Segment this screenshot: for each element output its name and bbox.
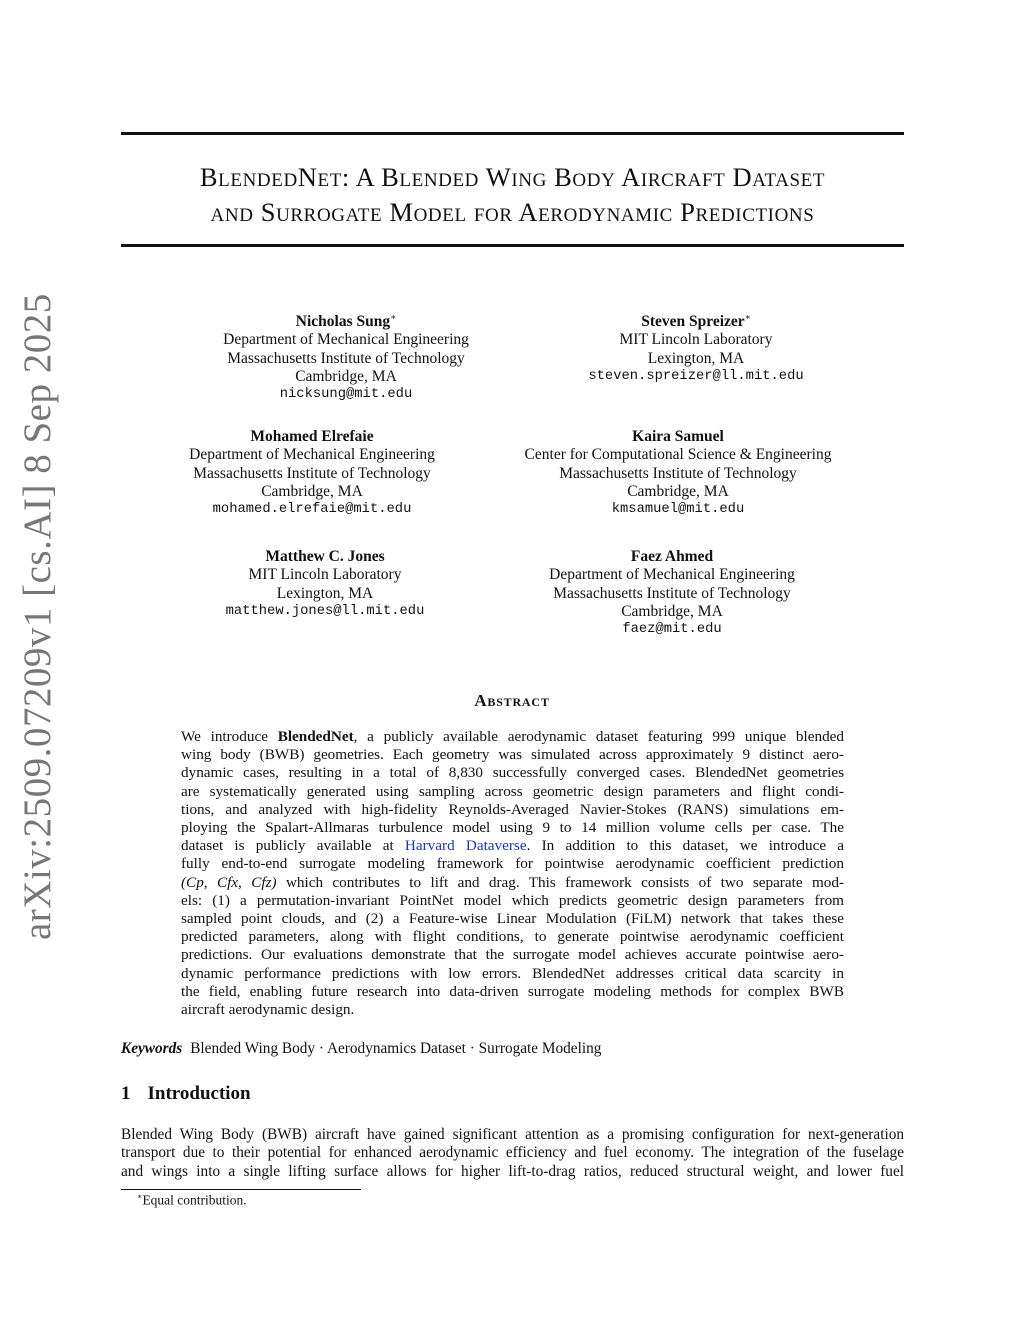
author-location: Lexington, MA (647, 349, 745, 367)
author-block (506, 308, 886, 386)
section-heading (121, 1083, 251, 1105)
author-location: Cambridge, MA (295, 368, 397, 386)
author-institution: Massachusetts Institute of Technology (559, 464, 797, 482)
footnote (137, 1192, 247, 1209)
equal-contribution-mark: ∗ (744, 312, 751, 322)
intro-line: and wings into a single lifting surface allows for higher lift-to-drag ratios, reduced structural weight, and lower fuel (121, 1162, 904, 1180)
author-location: Lexington, MA (276, 584, 374, 602)
author-institution: Massachusetts Institute of Technology (227, 349, 465, 367)
title-top-rule (121, 132, 904, 135)
author-location: Cambridge, MA (261, 482, 363, 500)
title-line-1: BlendedNet: A Blended Wing Body Aircraft Dataset (199, 162, 826, 192)
paper-title (121, 160, 904, 230)
author-location: Cambridge, MA (627, 482, 729, 500)
keywords (121, 1040, 601, 1058)
equal-contribution-mark: ∗ (390, 312, 397, 322)
author-email[interactable]: nicksung@mit.edu (279, 387, 413, 403)
author-name: Nicholas Sung∗ (295, 312, 397, 331)
section-title: Introduction (147, 1083, 251, 1104)
footnote-mark: ∗ (137, 1192, 143, 1201)
author-affiliation: MIT Lincoln Laboratory (248, 566, 402, 584)
author-institution: Massachusetts Institute of Technology (553, 584, 791, 602)
author-email[interactable]: kmsamuel@mit.edu (611, 502, 745, 518)
dataset-name: BlendedNet (277, 728, 354, 745)
author-block (135, 548, 515, 621)
abstract-line: fully end-to-end surrogate modeling framework for pointwise aerodynamic coefficient prediction (181, 855, 844, 873)
section-number: 1 (121, 1083, 131, 1104)
author-affiliation: Department of Mechanical Engineering (549, 566, 795, 584)
abstract-line: (Cp, Cfx, Cfz) which contributes to lift and drag. This framework consists of two separate mod- (181, 873, 844, 891)
author-name: Steven Spreizer∗ (641, 312, 751, 331)
author-email[interactable]: mohamed.elrefaie@mit.edu (212, 502, 412, 518)
author-email[interactable]: steven.spreizer@ll.mit.edu (588, 369, 804, 385)
intro-line: Blended Wing Body (BWB) aircraft have gained significant attention as a promising configuration for next-generation (121, 1126, 904, 1143)
abstract-line: We introduce BlendedNet, a publicly available aerodynamic dataset featuring 999 unique blended (181, 728, 845, 745)
author-name: Matthew C. Jones (265, 548, 385, 565)
abstract-line: dynamic cases, resulting in a total of 8,830 successfully converged cases. BlendedNet geometries (181, 764, 844, 782)
harvard-dataverse-link[interactable]: Harvard Dataverse (404, 837, 527, 855)
author-name: Faez Ahmed (630, 548, 714, 565)
title-bottom-rule (121, 244, 904, 247)
keywords-list: Blended Wing Body · Aerodynamics Dataset · Surrogate Modeling (190, 1040, 602, 1057)
author-affiliation: Center for Computational Science & Engineering (524, 446, 832, 464)
author-name: Kaira Samuel (632, 428, 724, 445)
author-block (488, 428, 868, 519)
abstract-line: the field, enabling future research into data-driven surrogate modeling methods for complex BWB (181, 982, 844, 1000)
author-block (156, 308, 536, 405)
author-affiliation: Department of Mechanical Engineering (189, 446, 435, 464)
abstract-intro-word: We introduce (181, 728, 268, 745)
author-email[interactable]: faez@mit.edu (622, 622, 722, 638)
abstract-line: dynamic performance predictions with low errors. BlendedNet addresses critical data scarcity in (181, 964, 844, 982)
abstract-line: ploying the Spalart-Allmaras turbulence model using 9 to 14 million volume cells per case. The (181, 819, 844, 837)
intro-line: transport due to their potential for enhanced aerodynamic efficiency and fuel economy. The integration of the fuselage (121, 1144, 904, 1162)
author-name: Mohamed Elrefaie (250, 428, 374, 445)
abstract-heading: Abstract (474, 691, 550, 710)
abstract-line: predicted parameters, along with flight conditions, to generate pointwise aerodynamic coefficient (181, 928, 844, 946)
abstract-body (181, 728, 844, 1019)
arxiv-identifier: arXiv:2509.07209v1 [cs.AI] 8 Sep 2025 (16, 293, 59, 940)
author-affiliation: MIT Lincoln Laboratory (619, 331, 773, 349)
abstract-line: els: (1) a permutation-invariant PointNet model which predicts geometric design parameters from (181, 891, 844, 909)
keywords-label: Keywords (121, 1040, 183, 1057)
abstract-line: predictions. Our evaluations demonstrate that the surrogate model achieves accurate pointwise aero- (181, 946, 844, 964)
abstract-line: tions, and analyzed with high-fidelity Reynolds-Averaged Navier-Stokes (RANS) simulations em- (181, 800, 844, 818)
author-institution: Massachusetts Institute of Technology (193, 464, 431, 482)
footnote-text: Equal contribution. (142, 1192, 247, 1208)
abstract-line: sampled point clouds, and (2) a Feature-wise Linear Modulation (FiLM) network that takes these (181, 910, 844, 928)
author-location: Cambridge, MA (621, 602, 723, 620)
title-line-2: and Surrogate Model for Aerodynamic Predictions (210, 197, 815, 227)
author-block (122, 428, 502, 519)
abstract-line: aircraft aerodynamic design. (181, 1001, 355, 1019)
author-block (482, 548, 862, 639)
coefficient-formula: (Cp, Cfx, Cfz) (181, 873, 277, 891)
author-email[interactable]: matthew.jones@ll.mit.edu (225, 603, 425, 619)
abstract-line: are systematically generated using sampling across geometric design parameters and flight condi- (181, 782, 844, 800)
author-affiliation: Department of Mechanical Engineering (223, 331, 469, 349)
introduction-body (121, 1126, 904, 1181)
abstract-line: wing body (BWB) geometries. Each geometry was simulated across approximately 9 distinct aero- (181, 746, 844, 764)
abstract-line: dataset is publicly available at Harvard Dataverse. In addition to this dataset, we introduce a (181, 837, 845, 855)
footnote-rule (121, 1189, 361, 1190)
